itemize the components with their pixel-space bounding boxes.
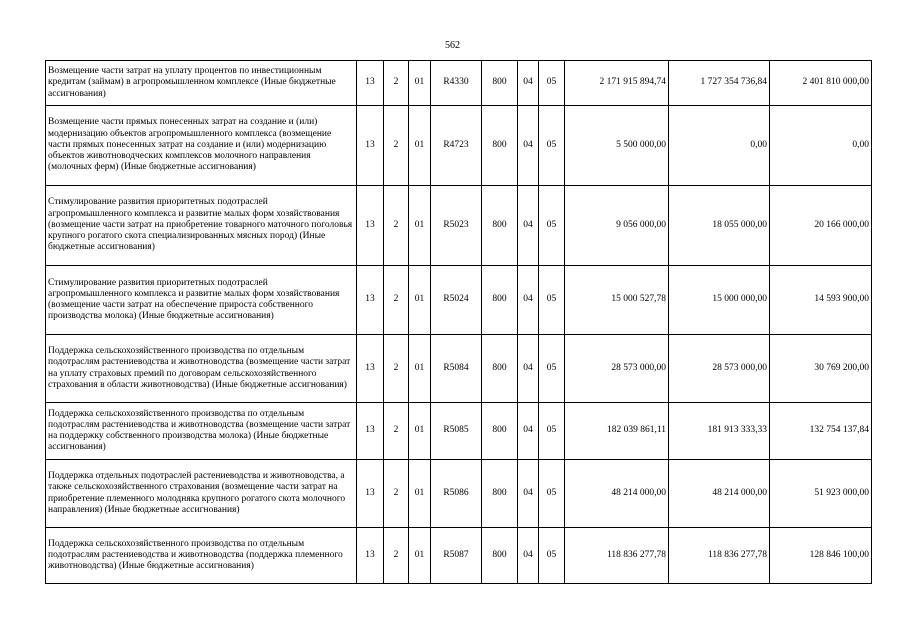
amount-cell-3: 30 769 200,00	[770, 335, 872, 403]
amount-cell-3: 14 593 900,00	[770, 266, 872, 335]
amount-cell-1: 48 214 000,00	[565, 460, 669, 528]
code-cell-3: 01	[409, 61, 431, 106]
code-cell-1: 13	[357, 186, 384, 266]
code-cell-2: 2	[384, 186, 409, 266]
description-cell: Стимулирование развития приоритетных подотраслей агропромышленного комплекса и развитие малых форм хозяйствования (возмещение части затрат на приобретение товарного маточного поголовья крупного рогатого скота специализированных мясных пород) (Иные бюджетные ассигнования)	[46, 186, 357, 266]
code-cell-3: 01	[409, 460, 431, 528]
target-code-cell: R4723	[431, 106, 482, 186]
amount-cell-1: 182 039 861,11	[565, 403, 669, 460]
code-cell-2: 2	[384, 528, 409, 584]
amount-cell-3: 128 846 100,00	[770, 528, 872, 584]
expense-type-cell: 800	[482, 335, 518, 403]
expense-type-cell: 800	[482, 403, 518, 460]
amount-cell-1: 2 171 915 894,74	[565, 61, 669, 106]
code-cell-1: 13	[357, 403, 384, 460]
table-body	[46, 61, 872, 584]
code-cell-2: 2	[384, 266, 409, 335]
table-row	[46, 460, 872, 528]
expense-type-cell: 800	[482, 460, 518, 528]
description-cell: Поддержка отдельных подотраслей растениеводства и животноводства, а также сельскохозяйственного страхования (возмещение части затрат на приобретение племенного молодняка крупного рогатого скота молочного направления) (Иные бюджетные ассигнования)	[46, 460, 357, 528]
table-row	[46, 528, 872, 584]
code-cell-3: 01	[409, 403, 431, 460]
amount-cell-1: 15 000 527,78	[565, 266, 669, 335]
subsection-cell: 05	[539, 403, 565, 460]
amount-cell-2: 0,00	[669, 106, 770, 186]
description-cell: Возмещение части затрат на уплату процентов по инвестиционным кредитам (займам) в агропромышленном комплексе (Иные бюджетные ассигнования)	[46, 61, 357, 106]
section-cell: 04	[518, 403, 539, 460]
target-code-cell: R5024	[431, 266, 482, 335]
subsection-cell: 05	[539, 106, 565, 186]
table-row	[46, 335, 872, 403]
amount-cell-2: 181 913 333,33	[669, 403, 770, 460]
target-code-cell: R5085	[431, 403, 482, 460]
description-cell: Поддержка сельскохозяйственного производства по отдельным подотраслям растениеводства и животноводства (возмещение части затрат на уплату страховых премий по договорам сельскохозяйственного страхования в области животноводства) (Иные бюджетные ассигнования)	[46, 335, 357, 403]
target-code-cell: R5023	[431, 186, 482, 266]
subsection-cell: 05	[539, 61, 565, 106]
amount-cell-2: 48 214 000,00	[669, 460, 770, 528]
subsection-cell: 05	[539, 186, 565, 266]
code-cell-3: 01	[409, 266, 431, 335]
description-cell: Возмещение части прямых понесенных затрат на создание и (или) модернизацию объектов агропромышленного комплекса (возмещение части прямых понесенных затрат на создание и (или) модернизацию объектов животноводческих комплексов молочного направления (молочных ферм) (Иные бюджетные ассигнования)	[46, 106, 357, 186]
table-row	[46, 186, 872, 266]
amount-cell-2: 18 055 000,00	[669, 186, 770, 266]
expense-type-cell: 800	[482, 106, 518, 186]
table-row	[46, 61, 872, 106]
code-cell-1: 13	[357, 528, 384, 584]
code-cell-3: 01	[409, 335, 431, 403]
section-cell: 04	[518, 186, 539, 266]
expense-type-cell: 800	[482, 61, 518, 106]
amount-cell-2: 1 727 354 736,84	[669, 61, 770, 106]
section-cell: 04	[518, 528, 539, 584]
description-cell: Поддержка сельскохозяйственного производства по отдельным подотраслям растениеводства и животноводства (поддержка племенного животноводства) (Иные бюджетные ассигнования)	[46, 528, 357, 584]
amount-cell-3: 132 754 137,84	[770, 403, 872, 460]
table-row	[46, 106, 872, 186]
code-cell-2: 2	[384, 61, 409, 106]
amount-cell-3: 20 166 000,00	[770, 186, 872, 266]
subsection-cell: 05	[539, 460, 565, 528]
expense-type-cell: 800	[482, 266, 518, 335]
code-cell-1: 13	[357, 460, 384, 528]
amount-cell-2: 118 836 277,78	[669, 528, 770, 584]
amount-cell-1: 5 500 000,00	[565, 106, 669, 186]
amount-cell-3: 51 923 000,00	[770, 460, 872, 528]
code-cell-1: 13	[357, 266, 384, 335]
table-row	[46, 266, 872, 335]
amount-cell-3: 2 401 810 000,00	[770, 61, 872, 106]
expense-type-cell: 800	[482, 186, 518, 266]
amount-cell-2: 28 573 000,00	[669, 335, 770, 403]
subsection-cell: 05	[539, 335, 565, 403]
section-cell: 04	[518, 61, 539, 106]
code-cell-1: 13	[357, 335, 384, 403]
description-cell: Поддержка сельскохозяйственного производства по отдельным подотраслям растениеводства и животноводства (возмещение части затрат на поддержку собственного производства молока) (Иные бюджетные ассигнования)	[46, 403, 357, 460]
table-row	[46, 403, 872, 460]
code-cell-1: 13	[357, 106, 384, 186]
section-cell: 04	[518, 266, 539, 335]
section-cell: 04	[518, 460, 539, 528]
description-cell: Стимулирование развития приоритетных подотраслей агропромышленного комплекса и развитие малых форм хозяйствования (возмещение части затрат на обеспечение прироста собственного производства молока) (Иные бюджетные ассигнования)	[46, 266, 357, 335]
code-cell-3: 01	[409, 528, 431, 584]
section-cell: 04	[518, 106, 539, 186]
code-cell-2: 2	[384, 106, 409, 186]
code-cell-3: 01	[409, 186, 431, 266]
section-cell: 04	[518, 335, 539, 403]
amount-cell-1: 28 573 000,00	[565, 335, 669, 403]
code-cell-2: 2	[384, 403, 409, 460]
amount-cell-2: 15 000 000,00	[669, 266, 770, 335]
budget-table	[45, 60, 872, 584]
target-code-cell: R5086	[431, 460, 482, 528]
code-cell-1: 13	[357, 61, 384, 106]
amount-cell-1: 118 836 277,78	[565, 528, 669, 584]
target-code-cell: R5087	[431, 528, 482, 584]
subsection-cell: 05	[539, 266, 565, 335]
page-number: 562	[445, 40, 460, 51]
amount-cell-3: 0,00	[770, 106, 872, 186]
code-cell-2: 2	[384, 460, 409, 528]
code-cell-2: 2	[384, 335, 409, 403]
subsection-cell: 05	[539, 528, 565, 584]
target-code-cell: R5084	[431, 335, 482, 403]
amount-cell-1: 9 056 000,00	[565, 186, 669, 266]
code-cell-3: 01	[409, 106, 431, 186]
target-code-cell: R4330	[431, 61, 482, 106]
expense-type-cell: 800	[482, 528, 518, 584]
